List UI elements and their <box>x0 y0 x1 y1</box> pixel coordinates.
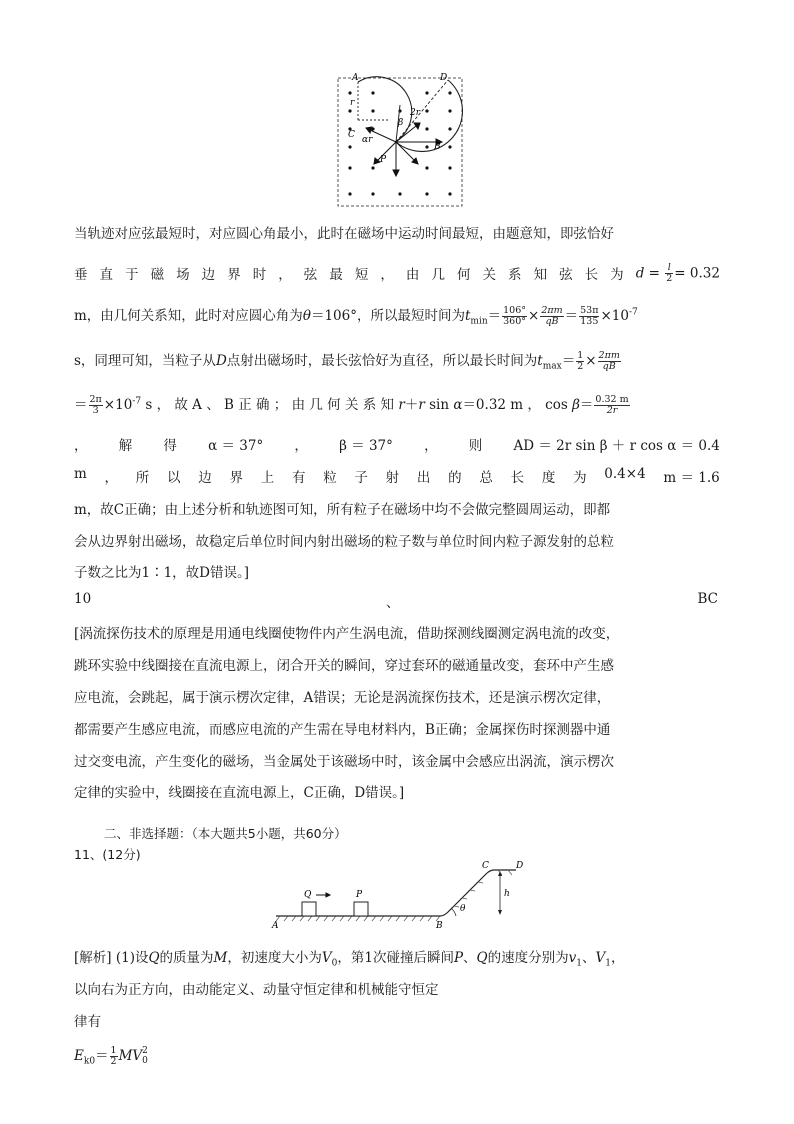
q10-separator: 、 <box>386 595 400 611</box>
p1-line-10: 子数之比为1∶1，故D错误。] <box>74 565 250 581</box>
label-D: D <box>440 73 448 83</box>
q10-line-6: 定律的实验中，线圈接在直流电源上，C正确，D错误。] <box>74 785 405 801</box>
label-2r: 2r <box>410 108 421 118</box>
label-D: D <box>516 861 524 871</box>
q10-number: 10 <box>74 591 92 607</box>
velocity-arrow <box>316 893 330 897</box>
p1-line-3: m，由几何关系知，此时对应圆心角为θ＝106°，所以最短时间为$t_{min}=$ $\frac{106^\circ}{360^\circ}$ × $\frac{2\pi m}{qB}$ ＝ $\frac{53\pi}{135}$ $\times 10^{-7}$ <box>74 304 638 327</box>
section-heading: 二、非选择题：（本大题共5小题，共60分） <box>104 826 347 841</box>
label-P: P <box>380 155 387 165</box>
label-C: C <box>348 130 355 140</box>
p1-line-6: ， 解 得 α ＝ 37° ， β ＝ 37° ， 则 AD ＝ 2r sin β ＋ r cos α ＝ 0.4 <box>74 438 720 454</box>
ground-hatch <box>276 916 440 921</box>
track-figure <box>268 858 538 930</box>
q10-answer: BC <box>697 591 718 607</box>
label-theta: θ <box>460 904 466 914</box>
solution-tag: [解析] <box>74 950 112 966</box>
q10-answer-row <box>74 591 720 609</box>
label-Q: Q <box>304 890 312 900</box>
solution-equation: $E_{k0}=$ $\frac{1}{2}$ MV 2 0 <box>74 1044 148 1067</box>
velocity-arrows <box>366 123 442 176</box>
p1-line-8: m，故C正确；由上述分析和轨迹图可知，所有粒子在磁场中均不会做完整圆周运动，即都 <box>74 502 611 518</box>
label-r: r <box>350 98 355 108</box>
p1-line-2: 垂 直 于 磁 场 边 界 时 ， 弦 最 短 ， 由 几 何 关 系 知 弦 长 为 d = $\frac{l}{2}$ = 0.32 <box>74 262 720 285</box>
label-h: h <box>504 889 510 899</box>
label-A: A <box>352 73 359 83</box>
p1-line-1: 当轨迹对应弦最短时，对应圆心角最小，此时在磁场中运动时间最短，由题意知，即弦恰好 <box>74 226 614 242</box>
q10-line-4: 都需要产生感应电流，而感应电流的产生需在导电材料内，B正确；金属探伤时探测器中通 <box>74 722 611 738</box>
p1-line-7: m ， 所 以 边 界 上 有 粒 子 射 出 的 总 长 度 为 0.4×4 m ＝ 1.6 <box>74 466 720 486</box>
angle-arc <box>451 908 456 916</box>
solution-line-2: 以向右为正方向，由动能定义、动量守恒定律和机械能守恒定 <box>74 982 439 998</box>
q10-line-3: 应电流，会跳起，属于演示楞次定律，A错误；无论是涡流探伤技术，还是演示楞次定律， <box>74 690 611 706</box>
trajectory-arc-long <box>396 80 462 151</box>
solution-line-1: [解析] (1)设Q的质量为M，初速度大小为$V_0$，第1次碰撞后瞬间P、Q的速度分别为$v_1$、$V_1$， <box>74 950 625 969</box>
label-B: B <box>434 142 441 152</box>
block-Q <box>302 902 316 916</box>
magnetic-field-figure <box>330 70 472 212</box>
p1-line-4: s，同理可知，当粒子从D点射出磁场时，最长弦恰好为直径，所以最长时间为$t_{max}=$ $\frac{1}{2}$ × $\frac{2\pi m}{qB}$ <box>74 349 620 372</box>
label-alpha-r: αr <box>362 135 373 145</box>
p1-line-9: 会从边界射出磁场，故稳定后单位时间内射出磁场的粒子数与单位时间内粒子源发射的总粒 <box>74 534 614 550</box>
label-P: P <box>356 890 363 900</box>
q10-line-2: 跳环实验中线圈接在直流电源上，闭合开关的瞬间，穿过套环的磁通量改变，套环中产生感 <box>74 658 614 674</box>
p1-line-5: ＝ $\frac{2\pi}{3}$ $\times 10^{-7}$ s ， 故 A 、 B 正 确 ； 由 几 何 关 系 知 r＋r sin α＝0.32 m ， cos β＝ $\frac{0.32 m}{2r}$ <box>74 393 629 416</box>
label-C: C <box>482 861 489 871</box>
q10-line-5: 过交变电流，产生变化的磁场，当金属处于该磁场中时，该金属中会感应出涡流，演示楞次 <box>74 754 614 770</box>
block-P <box>354 902 368 916</box>
question-11-title: 11、(12分) <box>74 847 141 862</box>
label-beta: β <box>398 118 404 128</box>
solution-line-3: 律有 <box>74 1014 101 1030</box>
q10-line-1: [涡流探伤技术的原理是用通电线圈使物件内产生涡电流，借助探测线圈测定涡电流的改变， <box>74 626 620 642</box>
label-B: B <box>436 921 443 930</box>
label-A: A <box>272 921 279 930</box>
